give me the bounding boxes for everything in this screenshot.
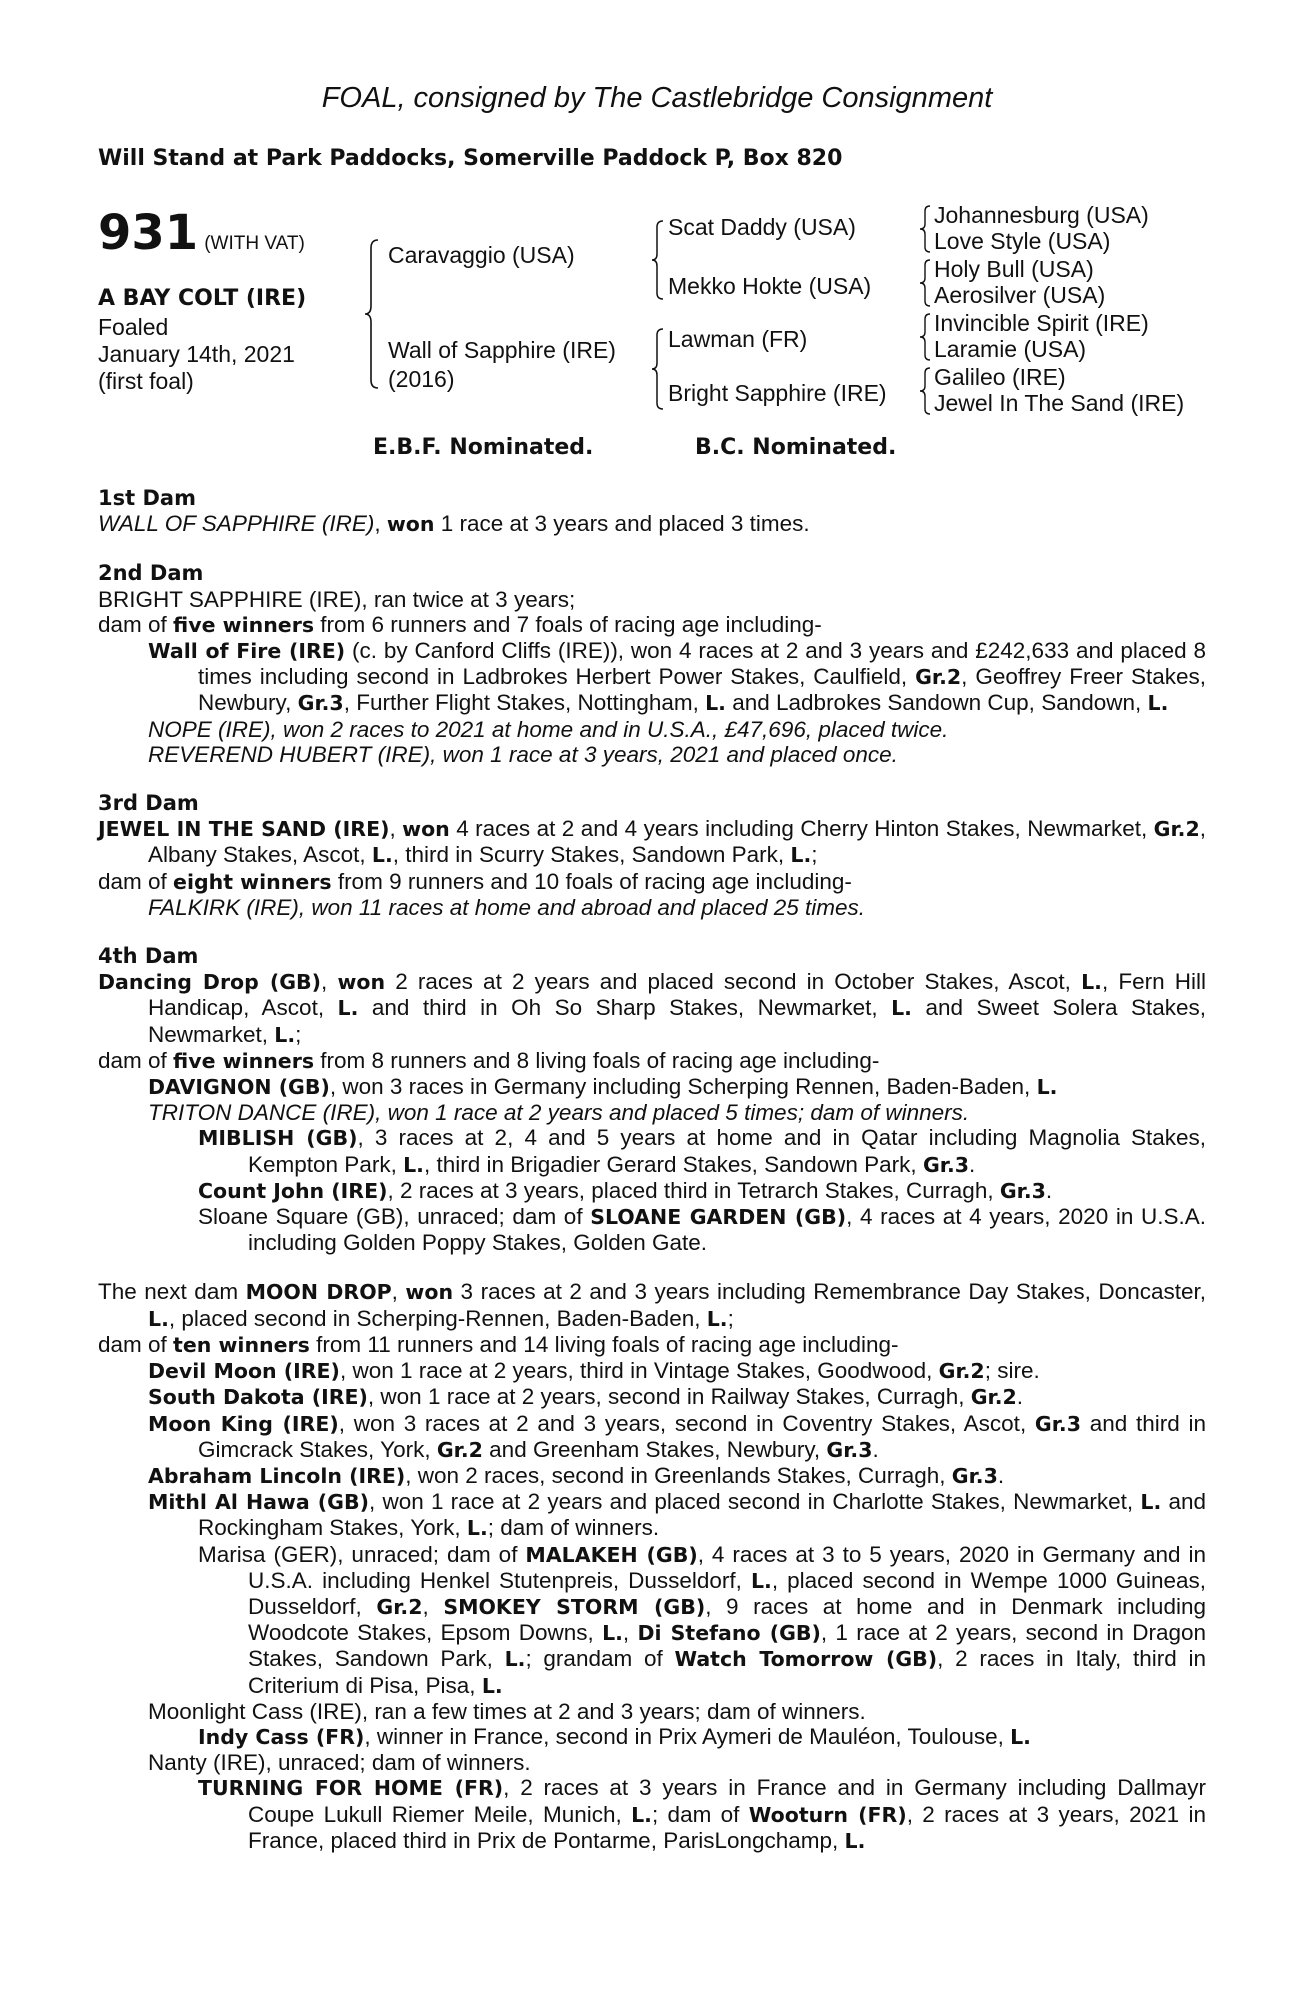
pedigree-sire: Caravaggio (USA) [388,242,575,268]
next-dam-produce-summary: dam of ten winners from 11 runners and 14 living foals of racing age including- [98,1331,899,1357]
produce-entry: MIBLISH (GB), 3 races at 2, 4 and 5 years at home and in Qatar including Magnolia Stakes, Kempton Park, L., third in Brigadier Gerard Stakes, Sandown Park, Gr.3. [198,1125,1207,1177]
foaled-label: Foaled [98,314,169,340]
pedigree-dam-dam: Bright Sapphire (IRE) [668,380,887,406]
pedigree-brace-sire [651,219,667,301]
pedigree-dam-year: (2016) [388,366,455,392]
pedigree-sd-sire: Holy Bull (USA) [934,256,1094,282]
pedigree-ss-dam: Love Style (USA) [934,228,1111,254]
fourth-dam-section [98,944,1206,1255]
fourth-dam-record: Dancing Drop (GB), won 2 races at 2 years and placed second in October Stakes, Ascot, L., Fern Hill Handicap, Ascot, L. and third in Oh So Sharp Stakes, Newmarket, L. and Sweet Solera Stakes, Newmarket, L.; [98,969,1207,1047]
second-dam-produce-summary: dam of five winners from 6 runners and 7 foals of racing age including- [98,611,822,637]
bc-nomination: B.C. Nominated. [695,435,897,460]
pedigree-sire-dam: Mekko Hokte (USA) [668,273,872,299]
pedigree-brace-sd [919,258,933,308]
produce-entry: Moon King (IRE), won 3 races at 2 and 3 years, second in Coventry Stakes, Ascot, Gr.3 and third in Gimcrack Stakes, York, Gr.2 and Greenham Stakes, Newbury, Gr.3. [148,1410,1206,1462]
pedigree-dd-dam: Jewel In The Sand (IRE) [934,390,1185,416]
first-dam-section [98,486,1206,537]
second-dam-section [98,561,1206,767]
next-dam-section [98,1279,1206,1853]
page-title: FOAL, consigned by The Castlebridge Consignment [321,82,993,114]
first-dam-record: WALL OF SAPPHIRE (IRE), won 1 race at 3 years and placed 3 times. [98,511,810,537]
ebf-nomination: E.B.F. Nominated. [373,435,594,460]
pedigree-dd-sire: Galileo (IRE) [934,364,1066,390]
produce-entry: Marisa (GER), unraced; dam of MALAKEH (GB), 4 races at 3 to 5 years, 2020 in Germany and in U.S.A. including Henkel Stutenpreis, Dusseldorf, L., placed second in Wempe 1000 Guineas, Dusseldorf, Gr.2, SMOKEY STORM (GB), 9 races at home and in Denmark including Woodcote Stakes, Epsom Downs, L., Di Stefano (GB), 1 race at 2 years, second in Dragon Stakes, Sandown Park, L.; grandam of Watch Tomorrow (GB), 2 races in Italy, third in Criterium di Pisa, Pisa, L. [198,1541,1206,1698]
produce-entry: Indy Cass (FR), winner in France, second in Prix Aymeri de Mauléon, Toulouse, L. [198,1723,1031,1749]
horse-name: A BAY COLT (IRE) [98,286,307,311]
lot-number: 931 [98,205,199,261]
section-heading: 1st Dam [98,486,196,510]
fourth-dam-produce-summary: dam of five winners from 8 runners and 8 living foals of racing age including- [98,1047,880,1073]
pedigree-sire-sire: Scat Daddy (USA) [668,214,856,240]
pedigree-brace-dam [651,327,667,411]
second-dam-record: BRIGHT SAPPHIRE (IRE), ran twice at 3 years; [98,586,576,612]
pedigree-brace-ss [919,204,933,254]
stand-location: Will Stand at Park Paddocks, Somerville Paddock P, Box 820 [98,146,843,171]
pedigree-dam: Wall of Sapphire (IRE) [388,337,616,363]
pedigree-sd-dam: Aerosilver (USA) [934,282,1106,308]
produce-entry: Nanty (IRE), unraced; dam of winners. [148,1750,531,1776]
pedigree-ds-sire: Invincible Spirit (IRE) [934,310,1149,336]
produce-entry: Devil Moon (IRE), won 1 race at 2 years, third in Vintage Stakes, Goodwood, Gr.2; sire. [148,1358,1040,1384]
produce-entry: Count John (IRE), 2 races at 3 years, placed third in Tetrarch Stakes, Curragh, Gr.3. [198,1177,1053,1203]
section-heading: 3rd Dam [98,791,199,816]
produce-entry: REVEREND HUBERT (IRE), won 1 race at 3 years, 2021 and placed once. [148,741,898,767]
third-dam-record: JEWEL IN THE SAND (IRE), won 4 races at 2 and 4 years including Cherry Hinton Stakes, Newmarket, Gr.2, Albany Stakes, Ascot, L., third in Scurry Stakes, Sandown Park, L.; [98,816,1206,868]
produce-entry: NOPE (IRE), won 2 races to 2021 at home and in U.S.A., £47,696, placed twice. [148,716,949,742]
section-heading: 4th Dam [98,944,199,969]
pedigree-ss-sire: Johannesburg (USA) [934,202,1149,228]
produce-entry: Sloane Square (GB), unraced; dam of SLOANE GARDEN (GB), 4 races at 4 years, 2020 in U.S.A. including Golden Poppy Stakes, Golden Gate. [198,1204,1206,1256]
third-dam-section [98,791,1206,920]
produce-entry: Mithl Al Hawa (GB), won 1 race at 2 years and placed second in Charlotte Stakes, Newmarket, L. and Rockingham Stakes, York, L.; dam of winners. [148,1489,1206,1541]
pedigree-brace-ds [919,312,933,362]
section-heading: 2nd Dam [98,561,204,586]
pedigree-dam-sire: Lawman (FR) [668,326,808,352]
pedigree-brace-gen1 [364,238,386,390]
foaled-date: January 14th, 2021 [98,341,295,367]
pedigree-ds-dam: Laramie (USA) [934,336,1087,362]
foal-note: (first foal) [98,368,194,394]
third-dam-produce-summary: dam of eight winners from 9 runners and 10 foals of racing age including- [98,868,852,894]
produce-record [98,486,1206,1878]
produce-entry: South Dakota (IRE), won 1 race at 2 years, second in Railway Stakes, Curragh, Gr.2. [148,1384,1024,1410]
produce-entry: Wall of Fire (IRE) (c. by Canford Cliffs (IRE)), won 4 races at 2 and 3 years and £242,633 and placed 8 times including second in Ladbrokes Herbert Power Stakes, Caulfield, Gr.2, Geoffrey Freer Stakes, Newbury, Gr.3, Further Flight Stakes, Nottingham, L. and Ladbrokes Sandown Cup, Sandown, L. [148,638,1206,716]
produce-entry: DAVIGNON (GB), won 3 races in Germany including Scherping Rennen, Baden-Baden, L. [148,1074,1058,1100]
produce-entry: TRITON DANCE (IRE), won 1 race at 2 years and placed 5 times; dam of winners. [148,1100,970,1126]
produce-entry: Moonlight Cass (IRE), ran a few times at 2 and 3 years; dam of winners. [148,1698,866,1724]
vat-note: (WITH VAT) [204,233,305,254]
produce-entry: TURNING FOR HOME (FR), 2 races at 3 years in France and in Germany including Dallmayr Coupe Lukull Riemer Meile, Munich, L.; dam of Wooturn (FR), 2 races at 3 years, 2021 in France, placed third in Prix de Pontarme, ParisLongchamp, L. [198,1775,1206,1853]
next-dam-record: The next dam MOON DROP, won 3 races at 2 and 3 years including Remembrance Day Stakes, Doncaster, L., placed second in Scherping-Rennen, Baden-Baden, L.; [98,1279,1206,1331]
produce-entry: FALKIRK (IRE), won 11 races at home and abroad and placed 25 times. [148,894,866,920]
pedigree-brace-dd [919,366,933,416]
lot-heading [98,205,305,261]
produce-entry: Abraham Lincoln (IRE), won 2 races, second in Greenlands Stakes, Curragh, Gr.3. [148,1462,1005,1488]
